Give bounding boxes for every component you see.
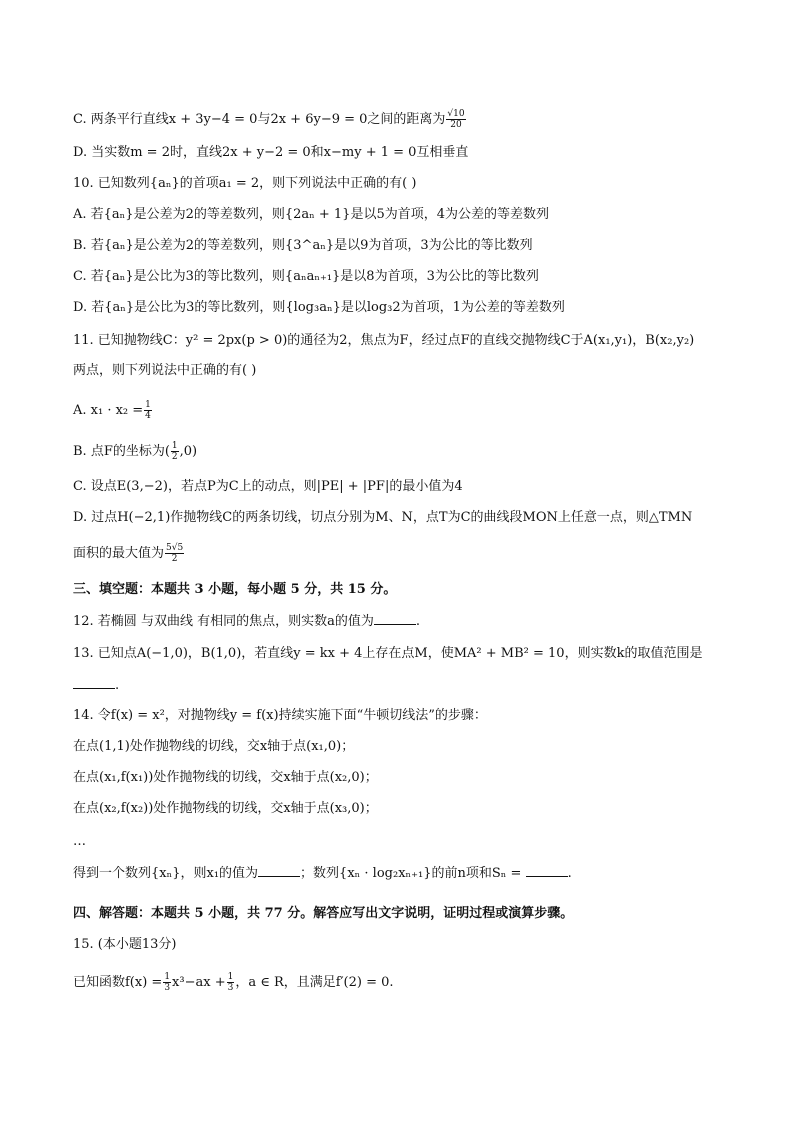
question-13-line1: 13. 已知点A(−1,0)，B(1,0)，若直线y = kx + 4上存在点M，使MA² + MB² = 10，则实数k的取值范围是 bbox=[73, 646, 703, 661]
q9-option-c bbox=[73, 109, 467, 130]
q11-option-b: B. 点F的坐标为( $\frac{1}{2}$ ,0) bbox=[73, 441, 198, 462]
q10-option-c: C. 若{aₙ}是公比为3的等比数列，则{aₙaₙ₊₁}是以8为首项，3为公比的等比数列 bbox=[73, 269, 539, 284]
q10-option-d: D. 若{aₙ}是公比为3的等比数列，则{log₃aₙ}是以log₃2为首项，1为公差的等差数列 bbox=[73, 300, 565, 315]
q10-option-b: B. 若{aₙ}是公差为2的等差数列，则{3^aₙ}是以9为首项，3为公比的等比数列 bbox=[73, 238, 533, 253]
q11-option-a: A. x₁ · x₂ = $\frac{1}{4}$ bbox=[73, 400, 151, 421]
fraction: $\frac{√10}{20}$ bbox=[447, 109, 465, 130]
q14-step-2: 在点(x₁,f(x₁))处作抛物线的切线，交x轴于点(x₂,0)； bbox=[73, 770, 378, 785]
answer-blank bbox=[374, 612, 416, 625]
q11-option-c: C. 设点E(3,−2)，若点P为C上的动点，则|PE| + |PF|的最小值为4 bbox=[73, 479, 463, 494]
q11-option-d-line1: D. 过点H(−2,1)作抛物线C的两条切线，切点分别为M、N，点T为C的曲线段MON上任意一点，则△TMN bbox=[73, 510, 693, 525]
q9-option-c-text: C. 两条平行直线x + 3y−4 = 0与2x + 6y−9 = 0之间的距离为 bbox=[73, 112, 446, 127]
q14-ellipsis: … bbox=[73, 834, 86, 849]
question-15-header: 15. (本小题13分) bbox=[73, 937, 177, 952]
question-14: 14. 令f(x) = x²，对抛物线y = f(x)持续实施下面“牛顿切线法”的步骤： bbox=[73, 708, 487, 723]
fraction: $\frac{1}{2}$ bbox=[171, 441, 178, 462]
question-12: 12. 若椭圆 与双曲线 有相同的焦点，则实数a的值为 . bbox=[73, 614, 420, 629]
answer-blank bbox=[73, 676, 115, 689]
fraction: $\frac{1}{3}$ bbox=[164, 972, 171, 993]
question-11-line2: 两点，则下列说法中正确的有( ) bbox=[73, 363, 257, 378]
fraction: $\frac{1}{3}$ bbox=[227, 972, 234, 993]
question-10: 10. 已知数列{aₙ}的首项a₁ = 2，则下列说法中正确的有( ) bbox=[73, 176, 417, 191]
fraction: $\frac{1}{4}$ bbox=[145, 400, 151, 421]
q14-step-3: 在点(x₂,f(x₂))处作抛物线的切线，交x轴于点(x₃,0)； bbox=[73, 801, 378, 816]
fraction: $\frac{5√5}{2}$ bbox=[166, 543, 184, 564]
section-3-heading: 三、填空题：本题共 3 小题，每小题 5 分，共 15 分。 bbox=[73, 582, 397, 597]
q14-step-1: 在点(1,1)处作抛物线的切线，交x轴于点(x₁,0)； bbox=[73, 739, 355, 754]
question-15-body: 已知函数f(x) = $\frac{1}{3}$ x³−ax + $\frac{1}{3}$ ，a ∈ R，且满足f′(2) = 0. bbox=[73, 972, 394, 993]
q11-option-d-line2: 面积的最大值为 $\frac{5√5}{2}$ bbox=[73, 543, 184, 564]
q10-option-a: A. 若{aₙ}是公差为2的等差数列，则{2aₙ + 1}是以5为首项，4为公差的等差数列 bbox=[73, 207, 549, 222]
q14-conclusion: 得到一个数列{xₙ}，则x₁的值为 ；数列{xₙ · log₂xₙ₊₁}的前n项和Sₙ = . bbox=[73, 866, 572, 881]
q9-option-d: D. 当实数m = 2时，直线2x + y−2 = 0和x−my + 1 = 0互相垂直 bbox=[73, 145, 469, 160]
section-4-heading: 四、解答题：本题共 5 小题，共 77 分。解答应写出文字说明，证明过程或演算步骤。 bbox=[73, 906, 574, 921]
answer-blank bbox=[526, 864, 568, 877]
question-13-line2: . bbox=[73, 676, 119, 695]
answer-blank bbox=[258, 864, 300, 877]
question-11-line1: 11. 已知抛物线C：y² = 2px(p > 0)的通径为2，焦点为F，经过点F的直线交抛物线C于A(x₁,y₁)，B(x₂,y₂) bbox=[73, 333, 695, 348]
